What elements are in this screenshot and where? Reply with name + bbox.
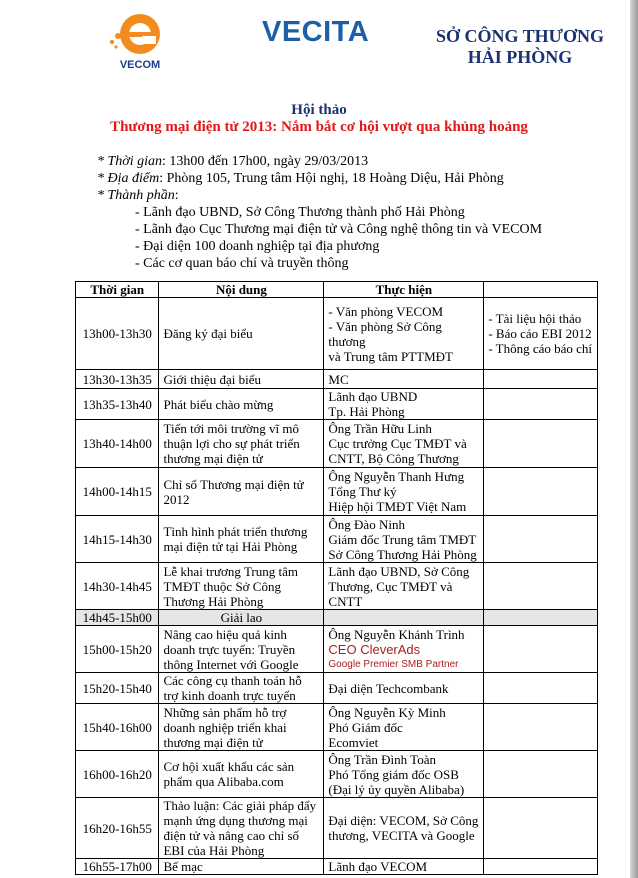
content-line: Các công cụ thanh toán hỗ	[163, 673, 302, 688]
row-content	[159, 370, 324, 389]
row-content	[159, 420, 324, 468]
row-exec	[324, 516, 484, 563]
row-content	[159, 704, 324, 751]
row-docs	[484, 626, 598, 673]
row-exec	[324, 751, 484, 798]
row-exec	[324, 370, 484, 389]
info-place-value: : Phòng 105, Trung tâm Hội nghị, 18 Hoàng Diệu, Hải Phòng	[159, 171, 504, 186]
row-exec	[324, 704, 484, 751]
agenda-row	[76, 751, 598, 798]
row-time: 16h00-16h20	[76, 751, 159, 798]
row-exec	[324, 389, 484, 420]
info-parts-colon: :	[174, 188, 179, 203]
row-docs	[484, 516, 598, 563]
row-docs	[484, 751, 598, 798]
content-line: Tình hình phát triển thương	[163, 524, 308, 539]
agenda-row	[76, 704, 598, 751]
info-place-label: * Địa điểm	[97, 171, 160, 186]
row-docs	[484, 704, 598, 751]
doc-subtitle: Thương mại điện tử 2013: Nắm bắt cơ hội vượt qua khủng hoảng	[110, 119, 528, 135]
exec-line: Ông Nguyễn Khánh Trình	[328, 626, 465, 642]
agenda-row	[76, 516, 598, 563]
exec-line: Ông Đào Ninh	[328, 516, 405, 532]
vecita-logo: VECITA	[262, 16, 370, 48]
vecom-logo	[104, 12, 176, 74]
row-time: 14h30-14h45	[76, 563, 159, 610]
exec-line: Cục trưởng Cục TMĐT và	[328, 436, 467, 451]
info-time-value: : 13h00 đến 17h00, ngày 29/03/2013	[162, 154, 369, 169]
exec-line: và Trung tâm PTTMĐT	[328, 348, 453, 364]
col-header-content: Nội dung	[159, 282, 324, 298]
exec-line: Hiệp hội TMĐT Việt Nam	[328, 499, 467, 514]
row-exec	[324, 798, 484, 859]
row-exec	[324, 610, 484, 626]
exec-line: Ông Nguyễn Kỳ Minh	[328, 704, 446, 720]
row-time: 14h00-14h15	[76, 468, 159, 516]
break-row	[76, 610, 598, 626]
row-time: 13h30-13h35	[76, 370, 159, 389]
doc-item: - Tài liệu hội thảo	[488, 311, 582, 326]
row-content	[159, 798, 324, 859]
content-line: mạnh ứng dụng thương mại	[163, 813, 308, 828]
content-line: Những sản phẩm hỗ trợ	[163, 704, 287, 720]
content-line: thương mại điện tử	[163, 451, 263, 466]
row-time: 13h35-13h40	[76, 389, 159, 420]
row-content	[159, 859, 324, 875]
exec-line: Sở Công Thương Hải Phòng	[328, 546, 477, 562]
participants-list	[97, 204, 542, 272]
content-line: Nâng cao hiệu quả kinh	[163, 626, 287, 642]
row-content	[159, 516, 324, 563]
row-exec	[324, 420, 484, 468]
participant-item: - Đại diện 100 doanh nghiệp tại địa phương	[135, 239, 380, 254]
exec-line: (Đại lý ủy quyền Alibaba)	[328, 781, 465, 797]
row-content	[159, 298, 324, 370]
agenda-header-row	[76, 282, 598, 298]
doc-item: - Thông cáo báo chí	[488, 341, 593, 356]
content-line: trợ kinh doanh trực tuyến	[163, 688, 296, 703]
content-line: thuận lợi cho sự phát triển	[163, 436, 300, 451]
row-exec	[324, 468, 484, 516]
info-time-label: * Thời gian	[97, 154, 163, 169]
vecom-logo-mark	[104, 12, 176, 60]
org-name	[430, 26, 610, 68]
content-line: điện tử và nâng cao chỉ số	[163, 828, 300, 843]
col-header-time: Thời gian	[76, 282, 159, 298]
content-line: Phát biểu chào mừng	[163, 396, 274, 412]
row-content	[159, 468, 324, 516]
participant-item: - Lãnh đạo UBND, Sở Công Thương thành phố Hải Phòng	[135, 205, 465, 220]
row-time: 16h55-17h00	[76, 859, 159, 875]
content-line: Thương Hải Phòng	[163, 593, 264, 609]
row-content	[159, 389, 324, 420]
agenda-row	[76, 420, 598, 468]
participant-item: - Lãnh đạo Cục Thương mại điện tử và Công nghệ thông tin và VECOM	[135, 222, 543, 237]
exec-line: Đại diện Techcombank	[328, 680, 449, 696]
agenda-row	[76, 468, 598, 516]
col-header-exec: Thực hiện	[324, 282, 484, 298]
content-line: doanh nghiệp triển khai	[163, 719, 287, 735]
row-docs	[484, 298, 598, 370]
content-line: Tiến tới môi trường vĩ mô	[163, 421, 299, 436]
row-time: 14h15-14h30	[76, 516, 159, 563]
row-docs	[484, 389, 598, 420]
exec-line: Lãnh đạo UBND	[328, 389, 418, 404]
row-time: 13h00-13h30	[76, 298, 159, 370]
col-header-docs	[484, 282, 598, 298]
exec-line: Ecomviet	[328, 734, 379, 750]
agenda-row	[76, 626, 598, 673]
exec-line: Tổng Thư ký	[328, 484, 397, 499]
exec-line: Ông Trần Đình Toàn	[328, 751, 436, 767]
row-docs	[484, 859, 598, 875]
agenda-row	[76, 298, 598, 370]
row-time: 15h20-15h40	[76, 673, 159, 704]
row-docs	[484, 370, 598, 389]
row-time: 14h45-15h00	[76, 610, 159, 626]
exec-line: Thương, Cục TMĐT và	[328, 578, 453, 594]
content-line: mại điện tử tại Hải Phòng	[163, 539, 298, 554]
content-line: Chỉ số Thương mại điện tử	[163, 476, 304, 492]
row-docs	[484, 673, 598, 704]
content-line: doanh trực tuyến: Truyền	[163, 641, 296, 657]
agenda-row	[76, 370, 598, 389]
row-exec	[324, 859, 484, 875]
content-line: Giới thiệu đại biểu	[163, 371, 261, 387]
row-exec	[324, 626, 484, 673]
row-docs	[484, 798, 598, 859]
content-line: Bế mạc	[163, 859, 203, 874]
exec-line: Phó Giám đốc	[328, 719, 403, 735]
content-line: Lễ khai trương Trung tâm	[163, 563, 298, 579]
exec-line: MC	[328, 371, 349, 387]
row-time: 16h20-16h55	[76, 798, 159, 859]
exec-line: Lãnh đạo UBND, Sở Công	[328, 563, 470, 579]
exec-line: Tp. Hải Phòng	[328, 404, 405, 419]
row-content	[159, 673, 324, 704]
content-line: thương mại điện tử	[163, 734, 263, 750]
content-line: Thảo luận: Các giải pháp đẩy	[163, 798, 317, 813]
info-place	[97, 170, 542, 187]
content-line: TMĐT thuộc Sở Công	[163, 578, 281, 594]
exec-line: - Văn phòng Sở Công thương	[328, 318, 442, 349]
exec-line: CNTT, Bộ Công Thương	[328, 451, 459, 466]
row-content	[159, 751, 324, 798]
vecom-label: VECOM	[119, 59, 161, 71]
info-parts-label: * Thành phần	[97, 188, 175, 203]
org-line1: SỞ CÔNG THƯƠNG	[435, 26, 605, 46]
row-docs	[484, 563, 598, 610]
row-content	[159, 626, 324, 673]
content-line: thông Internet với Google	[163, 656, 299, 672]
participant-item: - Các cơ quan báo chí và truyền thông	[135, 256, 349, 271]
info-time	[97, 153, 542, 170]
content-line: Cơ hội xuất khẩu các sản	[163, 759, 295, 774]
row-time: 15h00-15h20	[76, 626, 159, 673]
content-line: phẩm qua Alibaba.com	[163, 774, 284, 789]
agenda-row	[76, 798, 598, 859]
agenda-row	[76, 859, 598, 875]
row-time: 13h40-14h00	[76, 420, 159, 468]
content-line: EBI của Hải Phòng	[163, 843, 265, 858]
exec-line: Ông Trần Hữu Linh	[328, 421, 432, 436]
exec-line: Ông Nguyễn Thanh Hưng	[328, 469, 465, 484]
cleverads-line: CEO CleverAds	[328, 641, 421, 657]
row-docs	[484, 420, 598, 468]
row-time: 15h40-16h00	[76, 704, 159, 751]
row-docs	[484, 468, 598, 516]
exec-line: Đại diện: VECOM, Sở Công	[328, 813, 479, 828]
exec-line: Lãnh đạo VECOM	[328, 859, 428, 874]
agenda-row	[76, 673, 598, 704]
row-exec	[324, 673, 484, 704]
content-line: 2012	[163, 491, 190, 507]
row-exec	[324, 563, 484, 610]
break-label: Giải lao	[159, 610, 324, 626]
doc-title: Hội thảo	[291, 102, 347, 118]
doc-item: - Báo cáo EBI 2012	[488, 326, 592, 341]
content-line: Đăng ký đại biểu	[163, 326, 253, 341]
exec-line: - Văn phòng VECOM	[328, 303, 444, 319]
org-line2: HẢI PHÒNG	[467, 47, 573, 67]
exec-line: thương, VECITA và Google	[328, 828, 475, 843]
exec-line: CNTT	[328, 593, 363, 609]
google-partner-line: Google Premier SMB Partner	[328, 658, 459, 670]
agenda-table	[75, 281, 598, 875]
agenda-row	[76, 563, 598, 610]
exec-line: Phó Tổng giám đốc OSB	[328, 766, 459, 782]
exec-line: Giám đốc Trung tâm TMĐT	[328, 531, 477, 547]
event-info	[97, 153, 542, 272]
row-docs	[484, 610, 598, 626]
agenda-row	[76, 389, 598, 420]
row-exec	[324, 298, 484, 370]
info-parts	[97, 187, 542, 204]
row-content	[159, 563, 324, 610]
